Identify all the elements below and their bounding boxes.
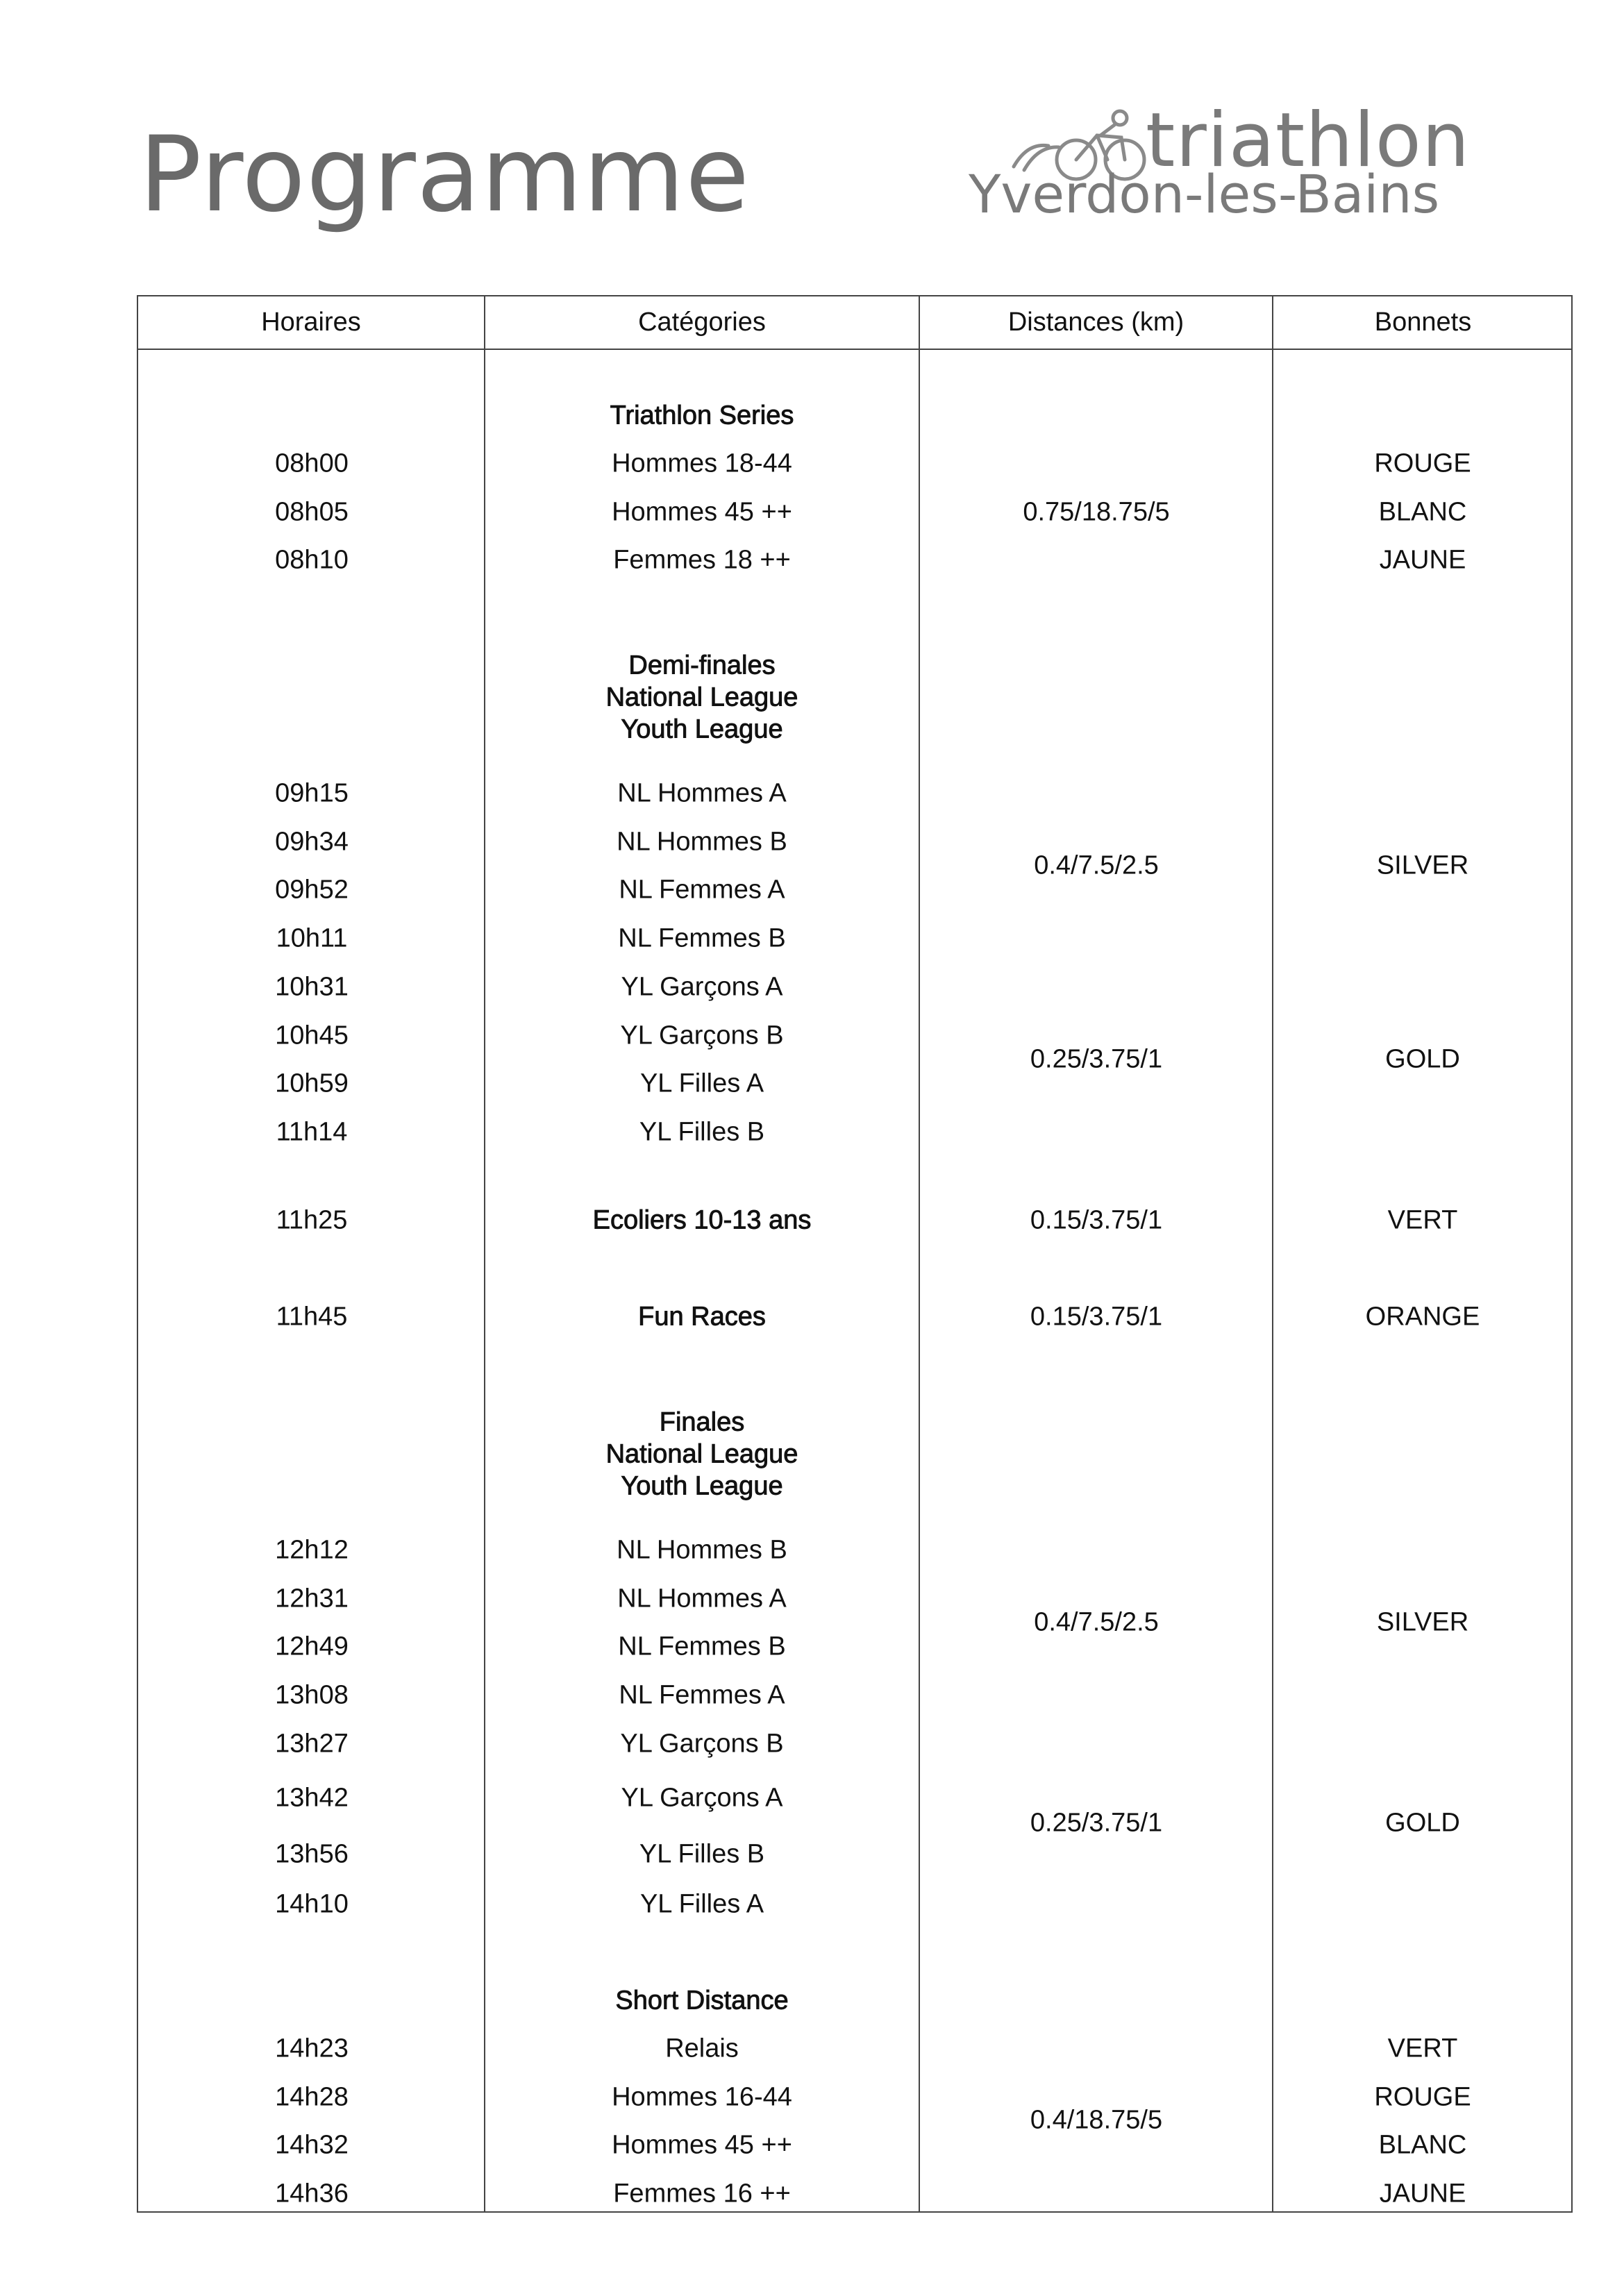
category-cell: National League: [605, 682, 798, 712]
time-cell: 09h34: [275, 827, 349, 857]
bonnet-cell: GOLD: [1385, 1044, 1460, 1074]
time-cell: 13h08: [275, 1680, 349, 1710]
category-cell: Finales: [659, 1407, 745, 1437]
distance-cell: 0.4/18.75/5: [1030, 2105, 1163, 2135]
programme-table: [137, 295, 1573, 2213]
time-cell: 13h27: [275, 1729, 349, 1759]
distance-cell: 0.75/18.75/5: [1023, 497, 1170, 527]
time-cell: 10h31: [275, 972, 349, 1002]
category-cell: YL Filles B: [639, 1839, 765, 1869]
category-cell: NL Hommes A: [617, 1584, 787, 1614]
distance-cell: 0.4/7.5/2.5: [1034, 850, 1159, 880]
distance-cell: 0.15/3.75/1: [1030, 1302, 1163, 1332]
header-bonnets: Bonnets: [1374, 308, 1472, 337]
bonnet-cell: GOLD: [1385, 1808, 1460, 1838]
time-cell: 14h36: [275, 2179, 349, 2209]
bonnet-cell: VERT: [1387, 1205, 1458, 1235]
category-cell: Youth League: [621, 1471, 783, 1501]
category-cell: Hommes 18-44: [612, 449, 792, 478]
time-cell: 09h52: [275, 875, 349, 905]
category-cell: Triathlon Series: [610, 401, 794, 430]
category-cell: YL Filles B: [639, 1117, 765, 1147]
column-divider: [1272, 296, 1273, 2211]
category-cell: National League: [605, 1439, 798, 1469]
distance-cell: 0.4/7.5/2.5: [1034, 1607, 1159, 1637]
logo: [969, 97, 1489, 236]
column-divider: [484, 296, 485, 2211]
logo-word-city: Yverdon-les-Bains: [969, 163, 1440, 225]
time-cell: 08h05: [275, 497, 349, 527]
distance-cell: 0.25/3.75/1: [1030, 1808, 1163, 1838]
category-cell: NL Femmes B: [618, 923, 786, 953]
time-cell: 12h31: [275, 1584, 349, 1614]
header-horaires: Horaires: [261, 308, 361, 337]
header-categories: Catégories: [638, 308, 766, 337]
category-cell: NL Hommes A: [617, 778, 787, 808]
logo-word-triathlon: triathlon: [1146, 97, 1471, 184]
category-cell: Hommes 16-44: [612, 2082, 792, 2112]
bonnet-cell: ORANGE: [1365, 1302, 1480, 1332]
category-cell: YL Garçons B: [620, 1021, 784, 1050]
time-cell: 08h10: [275, 545, 349, 575]
time-cell: 14h32: [275, 2130, 349, 2160]
time-cell: 12h12: [275, 1535, 349, 1565]
time-cell: 12h49: [275, 1632, 349, 1661]
time-cell: 14h28: [275, 2082, 349, 2112]
time-cell: 13h42: [275, 1783, 349, 1813]
bonnet-cell: JAUNE: [1379, 545, 1466, 575]
distance-cell: 0.15/3.75/1: [1030, 1205, 1163, 1235]
header-distances: Distances (km): [1007, 308, 1184, 337]
category-cell: Relais: [665, 2034, 739, 2063]
bonnet-cell: JAUNE: [1379, 2179, 1466, 2209]
category-cell: Femmes 18 ++: [613, 545, 791, 575]
category-cell: YL Garçons A: [621, 972, 783, 1002]
column-divider: [919, 296, 920, 2211]
header-divider: [138, 349, 1571, 350]
category-cell: Femmes 16 ++: [613, 2179, 791, 2209]
time-cell: 11h45: [276, 1302, 348, 1332]
category-cell: YL Garçons B: [620, 1729, 784, 1759]
bonnet-cell: SILVER: [1376, 1607, 1469, 1637]
bonnet-cell: BLANC: [1378, 2130, 1467, 2160]
category-cell: NL Femmes B: [618, 1632, 786, 1661]
category-cell: NL Hommes B: [617, 1535, 787, 1565]
bonnet-cell: ROUGE: [1374, 2082, 1471, 2112]
time-cell: 14h10: [275, 1889, 349, 1919]
category-cell: Ecoliers 10-13 ans: [592, 1205, 812, 1235]
time-cell: 10h59: [275, 1069, 349, 1098]
category-cell: Short Distance: [615, 1986, 789, 2016]
category-cell: Hommes 45 ++: [612, 2130, 792, 2160]
bonnet-cell: SILVER: [1376, 850, 1469, 880]
time-cell: 11h14: [276, 1117, 348, 1147]
category-cell: YL Garçons A: [621, 1783, 783, 1813]
bonnet-cell: BLANC: [1378, 497, 1467, 527]
time-cell: 10h45: [275, 1021, 349, 1050]
time-cell: 10h11: [276, 923, 348, 953]
category-cell: Hommes 45 ++: [612, 497, 792, 527]
page-title: Programme: [139, 115, 751, 235]
category-cell: Youth League: [621, 714, 783, 744]
category-cell: Demi-finales: [628, 651, 776, 680]
distance-cell: 0.25/3.75/1: [1030, 1044, 1163, 1074]
category-cell: YL Filles A: [639, 1069, 764, 1098]
bonnet-cell: VERT: [1387, 2034, 1458, 2063]
category-cell: Fun Races: [638, 1302, 766, 1332]
time-cell: 13h56: [275, 1839, 349, 1869]
category-cell: YL Filles A: [639, 1889, 764, 1919]
time-cell: 09h15: [275, 778, 349, 808]
category-cell: NL Femmes A: [619, 1680, 785, 1710]
time-cell: 14h23: [275, 2034, 349, 2063]
bonnet-cell: ROUGE: [1374, 449, 1471, 478]
time-cell: 11h25: [276, 1205, 348, 1235]
category-cell: NL Femmes A: [619, 875, 785, 905]
time-cell: 08h00: [275, 449, 349, 478]
category-cell: NL Hommes B: [617, 827, 787, 857]
